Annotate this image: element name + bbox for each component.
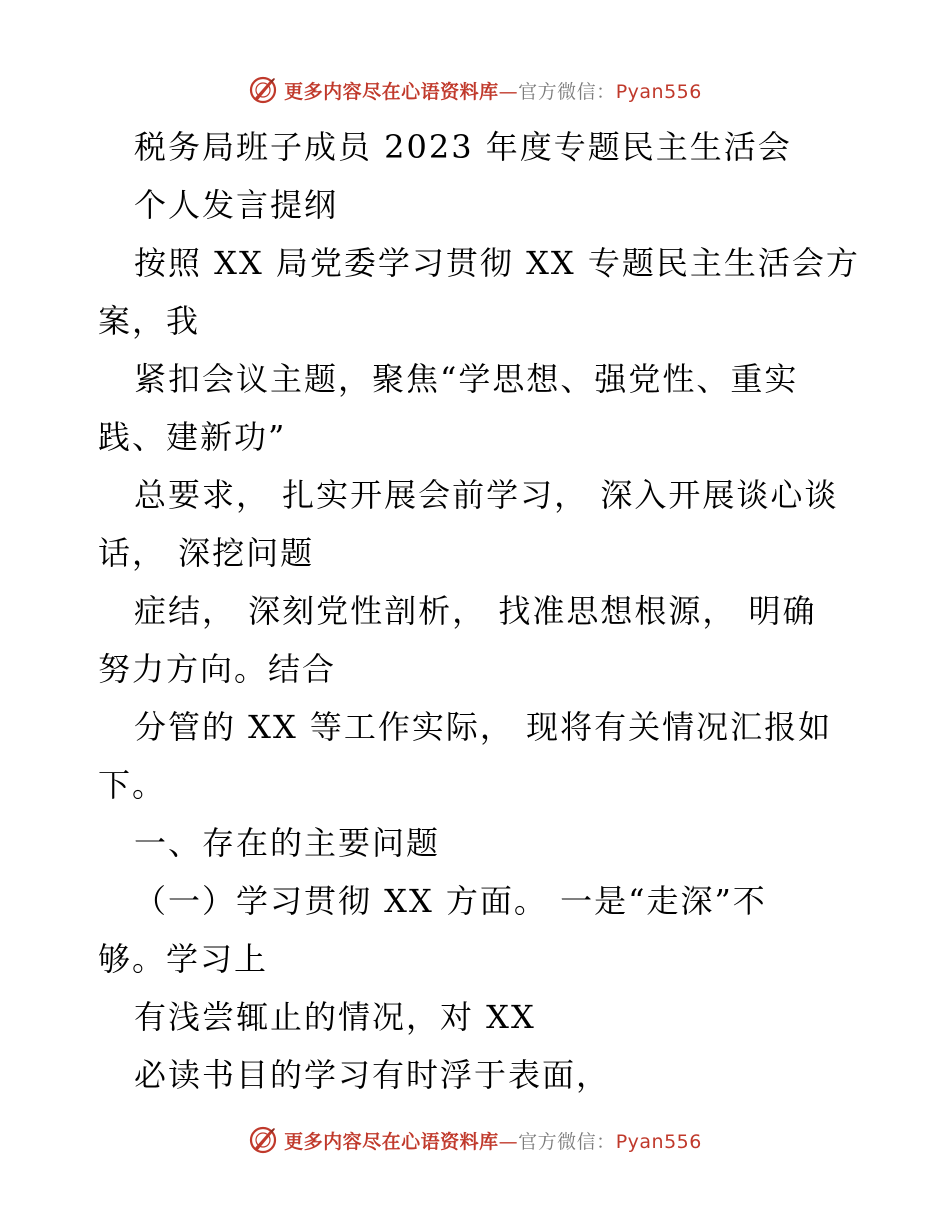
footer-wechat-id: Pyan556 [615,1130,702,1153]
doc-line: 按照 XX 局党委学习贯彻 XX 专题民主生活会方 [134,244,860,282]
doc-line: 践、建新功” [98,418,287,456]
doc-line: 总要求， 扎实开展会前学习， 深入开展谈心谈 [134,476,839,514]
footer-banner-text [284,1127,702,1154]
footer-label: 官方微信： [518,1130,616,1153]
header-separator: — [498,80,519,103]
header-brand: 更多内容尽在心语资料库 [284,80,499,103]
section-heading: 一、存在的主要问题 [134,824,441,862]
footer-brand: 更多内容尽在心语资料库 [284,1130,499,1153]
doc-line: 案，我 [98,302,201,340]
header-label: 官方微信： [518,80,616,103]
doc-line: 努力方向。结合 [98,650,337,688]
doc-line: 下。 [98,766,167,804]
doc-line: 够。学习上 [98,940,269,978]
doc-title-line-1: 税务局班子成员 2023 年度专题民主生活会 [134,128,792,166]
footer-separator: — [498,1130,519,1153]
header-banner-text [284,77,702,104]
header-banner [0,70,950,110]
doc-title-line-2: 个人发言提纲 [134,186,339,224]
doc-line: 必读书目的学习有时浮于表面， [134,1056,611,1094]
brand-logo-icon [248,1125,278,1155]
header-wechat-id: Pyan556 [615,80,702,103]
doc-line: 有浅尝辄止的情况，对 XX [134,998,536,1036]
footer-banner [0,1120,950,1160]
doc-line: 分管的 XX 等工作实际， 现将有关情况汇报如 [134,708,833,746]
doc-line: 症结， 深刻党性剖析， 找准思想根源， 明确 [134,592,817,630]
doc-line: 紧扣会议主题，聚焦“学思想、强党性、重实 [134,360,799,398]
doc-line: 话， 深挖问题 [98,534,315,572]
doc-line: （一）学习贯彻 XX 方面。 一是“走深”不 [134,882,767,920]
brand-logo-icon [248,75,278,105]
